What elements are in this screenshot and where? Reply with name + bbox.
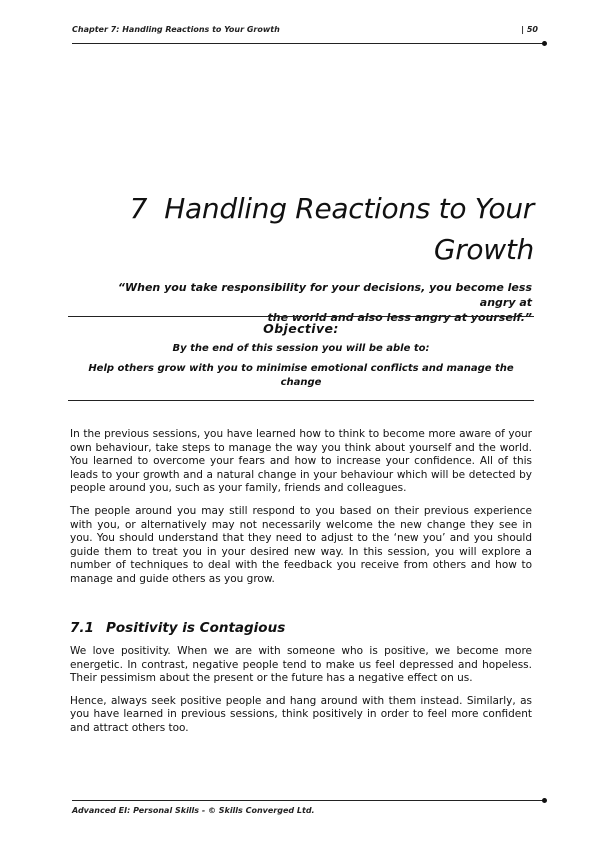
header-rule <box>72 43 544 44</box>
section-title: Positivity is Contagious <box>106 620 286 636</box>
page-header <box>72 25 544 39</box>
quote-line-1: “When you take responsibility for your decisions, you become less angry at <box>117 281 532 309</box>
header-rule-dot <box>542 41 547 46</box>
objective-title: Objective: <box>263 321 339 336</box>
section-heading <box>70 620 532 636</box>
chapter-running-title: Chapter 7: Handling Reactions to Your Growth <box>72 25 280 34</box>
section-text <box>70 645 532 745</box>
section-paragraph-1: We love positivity. When we are with someone who is positive, we become more energetic. In contrast, negative people tend to make us feel depressed and hopeless. Their pessimism about the present or the future has a negative effect on us. <box>70 645 532 685</box>
objective-goal-line-1: Help others grow with you to minimise emotional conflicts and manage the <box>88 363 514 374</box>
section-number: 7.1 <box>70 620 94 636</box>
page-footer: Advanced EI: Personal Skills - © Skills Converged Ltd. <box>72 806 315 815</box>
footer-rule <box>72 800 544 801</box>
objective-top-rule <box>68 316 534 317</box>
objective-bottom-rule <box>68 400 534 401</box>
quote-line-2: the world and also less angry at yourself.” <box>267 311 532 324</box>
page-number: | 50 <box>521 25 538 34</box>
objective-box <box>68 320 534 390</box>
footer-rule-dot <box>542 798 547 803</box>
objective-subtitle: By the end of this session you will be able to: <box>172 343 430 354</box>
section-paragraph-2: Hence, always seek positive people and hang around with them instead. Similarly, as you have learned in previous sessions, think positively in order to feel more confident and attract others too. <box>70 694 532 734</box>
chapter-title-line-2: Growth <box>433 233 534 266</box>
chapter-title-line-1: 7 Handling Reactions to Your <box>129 192 534 225</box>
intro-text <box>70 428 532 596</box>
intro-paragraph-1: In the previous sessions, you have learned how to think to become more aware of your own behaviour, take steps to manage the way you think about yourself and the world. You learned to overcome your fears and how to increase your confidence. All of this leads to your growth and a natural change in your behaviour which will be detected by people around you, such as your family, friends and colleagues. <box>70 428 532 495</box>
chapter-title <box>60 188 534 270</box>
objective-goal-line-2: change <box>280 377 322 388</box>
intro-paragraph-2: The people around you may still respond to you based on their previous experience with you, or alternatively may not necessarily welcome the new change they see in you. You should understand that they need to adjust to the ‘new you’ and you should guide them to treat you in your desired new way. In this session, you will explore a number of techniques to deal with the feedback you receive from others and how to manage and guide others as you grow. <box>70 504 532 585</box>
chapter-quote <box>80 280 532 325</box>
